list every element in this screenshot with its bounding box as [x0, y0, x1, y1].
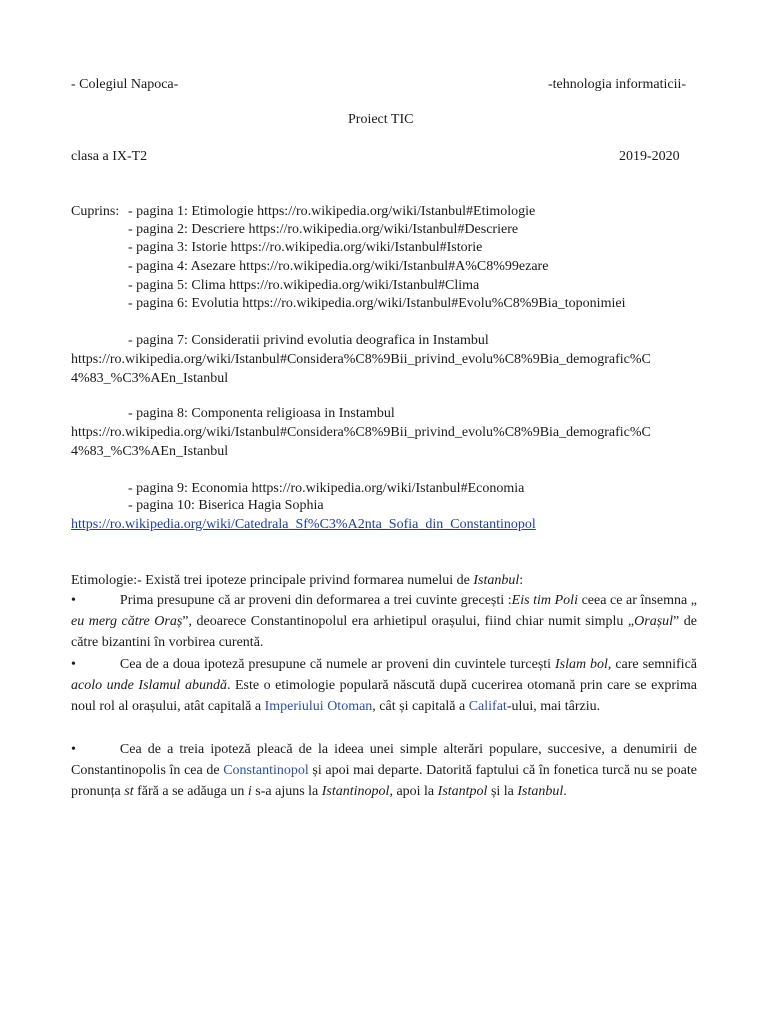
- toc-item: - pagina 5: Clima https://ro.wikipedia.org/wiki/Istanbul#Clima: [128, 278, 480, 293]
- etimologie-istanbul: Istanbul: [473, 573, 520, 588]
- bullet-icon: •: [71, 593, 76, 608]
- text: .: [563, 784, 567, 799]
- etimologie-intro-text: - Există trei ipoteze principale privind formarea numelui de: [137, 573, 474, 588]
- etimologie-intro: [71, 572, 523, 590]
- text: s-a ajuns la: [251, 784, 322, 799]
- text: fără a se adăuga un: [133, 784, 248, 799]
- text: -ului, mai târziu.: [506, 699, 601, 714]
- text: și apoi mai departe. Datorită faptului că în fonetica turcă nu se poate pronunța: [71, 763, 697, 799]
- text: Orașul: [634, 614, 674, 629]
- toc-label: Cuprins:: [71, 204, 120, 219]
- bullet-paragraph-3: [71, 739, 697, 802]
- imperiul-otoman-link[interactable]: Imperiului Otoman: [264, 699, 373, 714]
- text: Cea de a treia ipoteză pleacă de la ideea unei simple alterări populare, succesive, a denumirii de Constantinopolis în cea de: [71, 742, 697, 778]
- header-year: 2019-2020: [619, 149, 680, 164]
- text: , care semnifică: [607, 657, 697, 672]
- text: Istantinopol: [321, 784, 390, 799]
- hagia-sophia-link[interactable]: https://ro.wikipedia.org/wiki/Catedrala_Sf%C3%A2nta_Sofia_din_Constantinopol: [71, 517, 536, 532]
- etimologie-colon: :: [519, 573, 524, 588]
- bullet-icon: •: [71, 657, 76, 672]
- text: , apoi la: [389, 784, 438, 799]
- bullet-paragraph-1: [71, 590, 697, 653]
- text: Cea de a doua ipoteză presupune că numele ar proveni din cuvintele turcești: [119, 657, 555, 672]
- toc-item: - pagina 9: Economia https://ro.wikipedia.org/wiki/Istanbul#Economia: [128, 481, 525, 496]
- toc-item: - pagina 2: Descriere https://ro.wikipedia.org/wiki/Istanbul#Descriere: [128, 222, 519, 237]
- text: eu merg către Oraș: [71, 614, 183, 629]
- text: i: [247, 784, 252, 799]
- text: . Este o etimologie populară născută după cucerirea otomană prin care se exprima noul rol al orașului, atât capitală a: [71, 678, 697, 714]
- text: Istantpol: [437, 784, 488, 799]
- etimologie-label: Etimologie:: [71, 573, 138, 588]
- bullet-paragraph-2: [71, 654, 697, 717]
- header-class: clasa a IX-T2: [71, 149, 148, 164]
- text: acolo unde Islamul abundă: [71, 678, 227, 693]
- constantinopol-link[interactable]: Constantinopol: [223, 763, 309, 778]
- text: , cât și capitală a: [372, 699, 469, 714]
- header-subject: -tehnologia informaticii-: [548, 77, 687, 92]
- toc-item: - pagina 8: Componenta religioasa in Instambul: [128, 406, 395, 421]
- header-school: - Colegiul Napoca-: [71, 77, 179, 92]
- toc-url: 4%83_%C3%AEn_Istanbul: [71, 444, 229, 459]
- page-title: Proiect TIC: [348, 112, 414, 127]
- toc-url: 4%83_%C3%AEn_Istanbul: [71, 371, 229, 386]
- text: st: [124, 784, 134, 799]
- text: și la: [487, 784, 518, 799]
- bullet-icon: •: [71, 742, 76, 757]
- text: ”, deoarece Constantinopolul era arhietipul orașului, fiind chiar numit simplu „: [182, 614, 635, 629]
- toc-item: - pagina 6: Evolutia https://ro.wikipedia.org/wiki/Istanbul#Evolu%C8%9Bia_toponimiei: [128, 296, 626, 311]
- text: Prima presupune că ar proveni din deformarea a trei cuvinte grecești :: [119, 593, 512, 608]
- toc-url: https://ro.wikipedia.org/wiki/Istanbul#Considera%C8%9Bii_privind_evolu%C8%9Bia_demografic%C: [71, 352, 651, 367]
- califat-link[interactable]: Califat: [468, 699, 507, 714]
- text: ceea ce ar însemna „: [577, 593, 697, 608]
- toc-item: - pagina 10: Biserica Hagia Sophia: [128, 498, 324, 513]
- toc-item: - pagina 4: Asezare https://ro.wikipedia.org/wiki/Istanbul#A%C8%99ezare: [128, 259, 549, 274]
- toc-item: - pagina 3: Istorie https://ro.wikipedia.org/wiki/Istanbul#Istorie: [128, 240, 483, 255]
- text: Istanbul: [517, 784, 564, 799]
- toc-item: - pagina 1: Etimologie https://ro.wikipedia.org/wiki/Istanbul#Etimologie: [128, 204, 536, 219]
- toc-item: - pagina 7: Consideratii privind evolutia deografica in Instambul: [128, 333, 489, 348]
- toc-url: https://ro.wikipedia.org/wiki/Istanbul#Considera%C8%9Bii_privind_evolu%C8%9Bia_demografic%C: [71, 425, 651, 440]
- text: ” de către bizantini în vorbirea curentă.: [71, 614, 697, 650]
- toc-link[interactable]: [71, 516, 536, 534]
- text: Islam bol: [554, 657, 608, 672]
- text: Eis tim Poli: [511, 593, 578, 608]
